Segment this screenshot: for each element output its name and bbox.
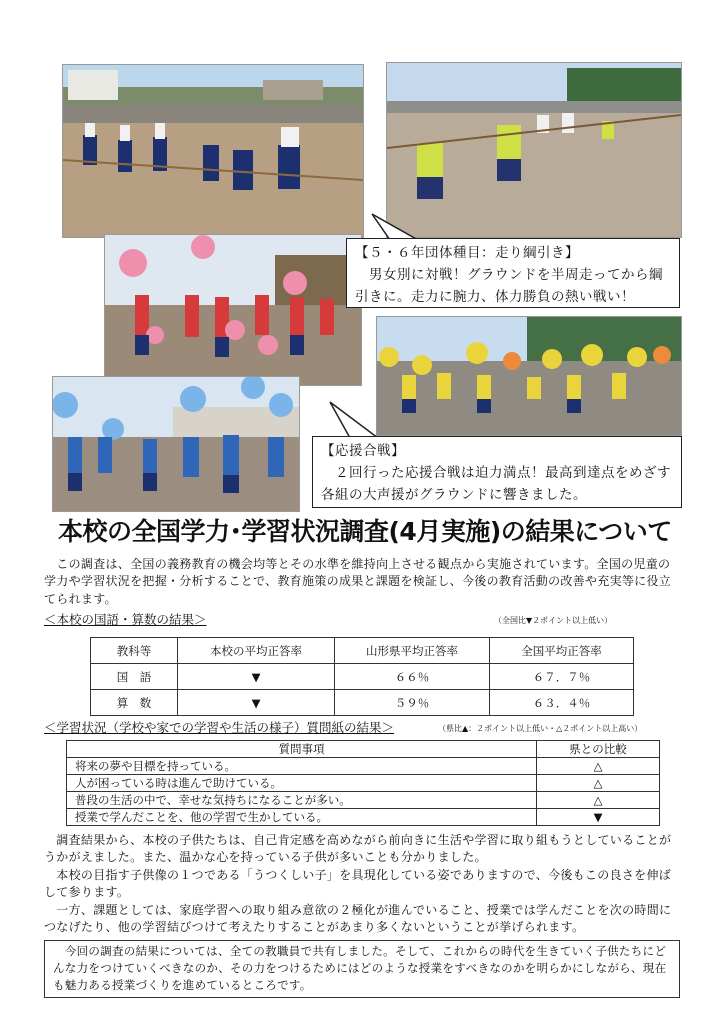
- table-row: [91, 664, 634, 690]
- closing-text: 今回の調査の結果については、全ての教職員で共有しました。そして、これからの時代を生きていく子供たちにどんな力をつけていくべきなのか、その力をつけるためにはどのような授業をすべきなのかを明らかにしながら、現在も魅力ある授業づくりを進めているところです。: [53, 944, 667, 992]
- table-header-row: [91, 638, 634, 664]
- table-row: [91, 690, 634, 716]
- questionnaire-table: [66, 740, 660, 826]
- photo-pompom-yellow: [376, 316, 682, 436]
- cell-subject: 国 語: [91, 664, 178, 690]
- pompom-red-image: [105, 235, 361, 385]
- callout2-title: 【応援合戦】: [321, 443, 405, 459]
- page-title: 本校の全国学力･学習状況調査(4月実施)の結果について: [58, 517, 672, 546]
- body-paragraph-3: 一方、課題としては、家庭学習への取り組み意欲の２極化が進んでいること、授業では学んだことを次の時間につなげたり、他の学習結びつけて考えたりすることがあまり多くないということが挙げられます。: [44, 903, 672, 935]
- pompom-blue-image: [53, 377, 299, 511]
- header-subject: 教科等: [91, 638, 178, 664]
- cell-comparison: △: [537, 792, 660, 809]
- callout-tug-of-war: [346, 238, 680, 308]
- cell-school: ▼: [178, 690, 335, 716]
- intro-paragraph: この調査は、全国の義務教育の機会均等とその水準を維持向上させる観点から実施されています。全国の児童の学力や学習状況を把握・分析することで、教育施策の成果と課題を検証し、今後の教育活動の改善や充実等に役立てられます。: [44, 557, 672, 606]
- header-national: 全国平均正答率: [490, 638, 634, 664]
- section1-title: ＜本校の国語・算数の結果＞: [44, 612, 207, 627]
- table-row: [67, 758, 660, 775]
- subject-results-table: [90, 637, 634, 716]
- cell-question: 授業で学んだことを、他の学習で生かしている。: [67, 809, 537, 826]
- tug-of-war-running-image: [387, 63, 681, 237]
- section1-note: （全国比▼２ポイント以上低い）: [494, 616, 613, 625]
- pompom-yellow-image: [377, 317, 681, 435]
- cell-national: ６３．４％: [490, 690, 634, 716]
- cell-question: 普段の生活の中で、幸せな気持ちになることが多い。: [67, 792, 537, 809]
- cell-question: 将来の夢や目標を持っている。: [67, 758, 537, 775]
- header-comparison: 県との比較: [537, 741, 660, 758]
- cell-subject: 算 数: [91, 690, 178, 716]
- cell-comparison: ▼: [537, 809, 660, 826]
- body-paragraph-1: 調査結果から、本校の子供たちは、自己肯定感を高めながら前向きに生活や学習に取り組もうとしていることがうかがえました。また、温かな心を持っている子供が多いことも分かりました。: [44, 833, 672, 865]
- cell-school: ▼: [178, 664, 335, 690]
- cell-comparison: △: [537, 758, 660, 775]
- table-header-row: [67, 741, 660, 758]
- header-question: 質問事項: [67, 741, 537, 758]
- callout1-body: 男女別に対戦！グラウンドを半周走ってから綱引きに。走力に腕力、体力勝負の熱い戦い！: [355, 267, 663, 305]
- tug-of-war-girls-image: [63, 65, 363, 237]
- header-school: 本校の平均正答率: [178, 638, 335, 664]
- callout2-tail: [316, 400, 386, 440]
- callout2-body: ２回行った応援合戦は迫力満点！最高到達点をめざす各組の大声援がグラウンドに響きました。: [321, 465, 671, 503]
- photo-tug-of-war-girls: [62, 64, 364, 238]
- cell-national: ６７．７％: [490, 664, 634, 690]
- callout-cheering: [312, 436, 682, 508]
- cell-prefecture: ６６％: [335, 664, 490, 690]
- cell-question: 人が困っている時は進んで助けている。: [67, 775, 537, 792]
- section2-title: ＜学習状況（学校や家での学習や生活の様子）質問紙の結果＞: [44, 720, 395, 735]
- table-row: [67, 792, 660, 809]
- header-prefecture: 山形県平均正答率: [335, 638, 490, 664]
- table-row: [67, 775, 660, 792]
- cell-comparison: △: [537, 775, 660, 792]
- table-row: [67, 809, 660, 826]
- section2-note: （県比▲：２ポイント以上低い・△２ポイント以上高い）: [438, 724, 643, 733]
- callout1-title: 【５・６年団体種目：走り綱引き】: [355, 245, 579, 261]
- photo-pompom-red: [104, 234, 362, 386]
- body-paragraph-2: 本校の目指す子供像の１つである「うつくしい子」を具現化している姿でありますので、今後もこの良さを伸ばして参ります。: [44, 868, 672, 900]
- photo-pompom-blue: [52, 376, 300, 512]
- closing-box: [44, 940, 680, 998]
- cell-prefecture: ５９％: [335, 690, 490, 716]
